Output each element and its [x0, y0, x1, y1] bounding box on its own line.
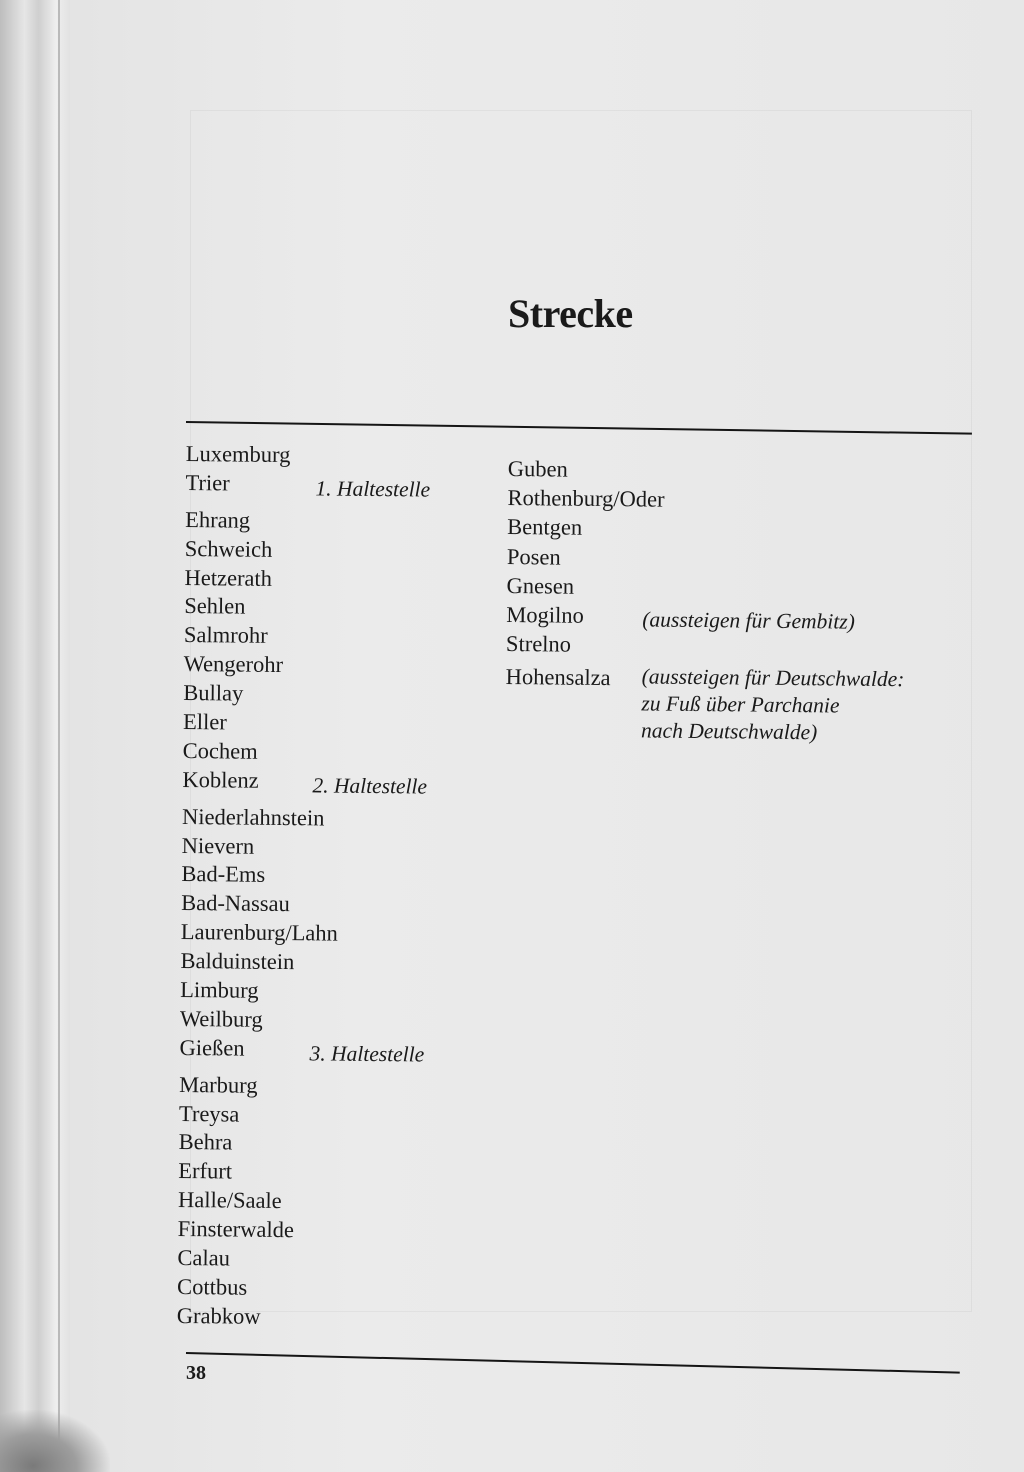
station-row — [184, 592, 484, 624]
thumb-shadow — [0, 1410, 110, 1472]
station-name: Grabkow — [176, 1302, 261, 1329]
station-name: Laurenburg/Lahn — [180, 919, 339, 946]
station-row — [182, 766, 482, 798]
station-name: Gießen — [179, 1034, 245, 1061]
station-name: Guben — [507, 455, 568, 482]
station-row — [184, 621, 484, 653]
station-row — [180, 976, 480, 1008]
station-name: Erfurt — [178, 1158, 233, 1184]
left-station-list — [177, 440, 486, 1334]
station-row — [184, 564, 484, 596]
right-station-list — [505, 454, 988, 745]
stop-note: 3. Haltestelle — [309, 1041, 425, 1067]
station-row — [177, 1244, 477, 1276]
station-row — [180, 947, 480, 979]
station-name: Ehrang — [185, 506, 251, 533]
station-row — [178, 1186, 478, 1218]
station-name: Niederlahnstein — [181, 803, 325, 831]
station-name: Bad-Ems — [181, 861, 266, 888]
station-row — [506, 629, 986, 663]
stop-note — [641, 664, 905, 748]
station-row — [185, 535, 485, 567]
binding-edge — [58, 0, 60, 1472]
station-row — [182, 832, 482, 864]
station-name: Hetzerath — [184, 564, 273, 591]
station-row — [179, 1034, 479, 1066]
page-number: 38 — [186, 1362, 206, 1384]
station-name: Balduinstein — [180, 948, 295, 975]
station-name: Gnesen — [506, 572, 575, 599]
station-row — [183, 708, 483, 740]
station-row — [182, 803, 482, 835]
page-title: Strecke — [508, 291, 633, 336]
note-line: nach Deutschwalde) — [640, 718, 818, 745]
station-name: Hohensalza — [505, 664, 611, 691]
station-name: Eller — [182, 709, 227, 735]
station-name: Luxemburg — [185, 440, 291, 468]
station-name: Finsterwalde — [177, 1216, 295, 1243]
station-row — [177, 1302, 477, 1334]
station-name: Salmrohr — [183, 622, 268, 649]
station-row — [186, 440, 486, 472]
stop-note: (aussteigen für Gembitz) — [642, 607, 855, 634]
station-name: Marburg — [179, 1071, 258, 1098]
station-name: Cochem — [182, 737, 258, 764]
note-line: zu Fuß über Parchanie — [641, 691, 840, 718]
station-name: Sehlen — [184, 593, 246, 620]
station-row — [180, 1005, 480, 1037]
station-row — [179, 1071, 479, 1103]
station-row — [178, 1128, 478, 1160]
station-row — [181, 889, 481, 921]
station-row — [179, 1100, 479, 1132]
note-line: (aussteigen für Deutschwalde: — [641, 664, 905, 692]
station-row — [183, 737, 483, 769]
station-name: Calau — [177, 1245, 231, 1271]
station-row — [183, 679, 483, 711]
station-name: Rothenburg/Oder — [507, 485, 665, 512]
station-name: Weilburg — [179, 1005, 263, 1032]
station-name: Bullay — [183, 680, 244, 706]
station-name: Bad-Nassau — [181, 890, 291, 917]
station-name: Behra — [178, 1129, 233, 1156]
station-row — [181, 860, 481, 892]
station-row — [185, 469, 485, 501]
station-name: Nievern — [181, 832, 255, 859]
station-name: Trier — [185, 469, 230, 496]
station-row — [178, 1215, 478, 1247]
station-row — [185, 506, 485, 538]
station-name: Treysa — [178, 1100, 240, 1127]
station-name: Wengerohr — [183, 651, 284, 678]
station-name: Schweich — [184, 535, 273, 562]
station-name: Koblenz — [182, 766, 259, 793]
station-name: Strelno — [505, 631, 572, 657]
station-name: Posen — [506, 543, 561, 570]
station-name: Halle/Saale — [177, 1187, 282, 1214]
station-name: Bentgen — [507, 514, 583, 541]
station-row — [183, 650, 483, 682]
station-row — [181, 918, 481, 950]
station-name: Limburg — [180, 977, 259, 1003]
station-row — [505, 662, 986, 745]
stop-note: 1. Haltestelle — [315, 476, 431, 502]
station-name: Cottbus — [177, 1273, 248, 1300]
station-row — [178, 1157, 478, 1189]
stop-note: 2. Haltestelle — [312, 773, 428, 799]
station-name: Mogilno — [506, 601, 584, 628]
station-row — [177, 1273, 477, 1305]
